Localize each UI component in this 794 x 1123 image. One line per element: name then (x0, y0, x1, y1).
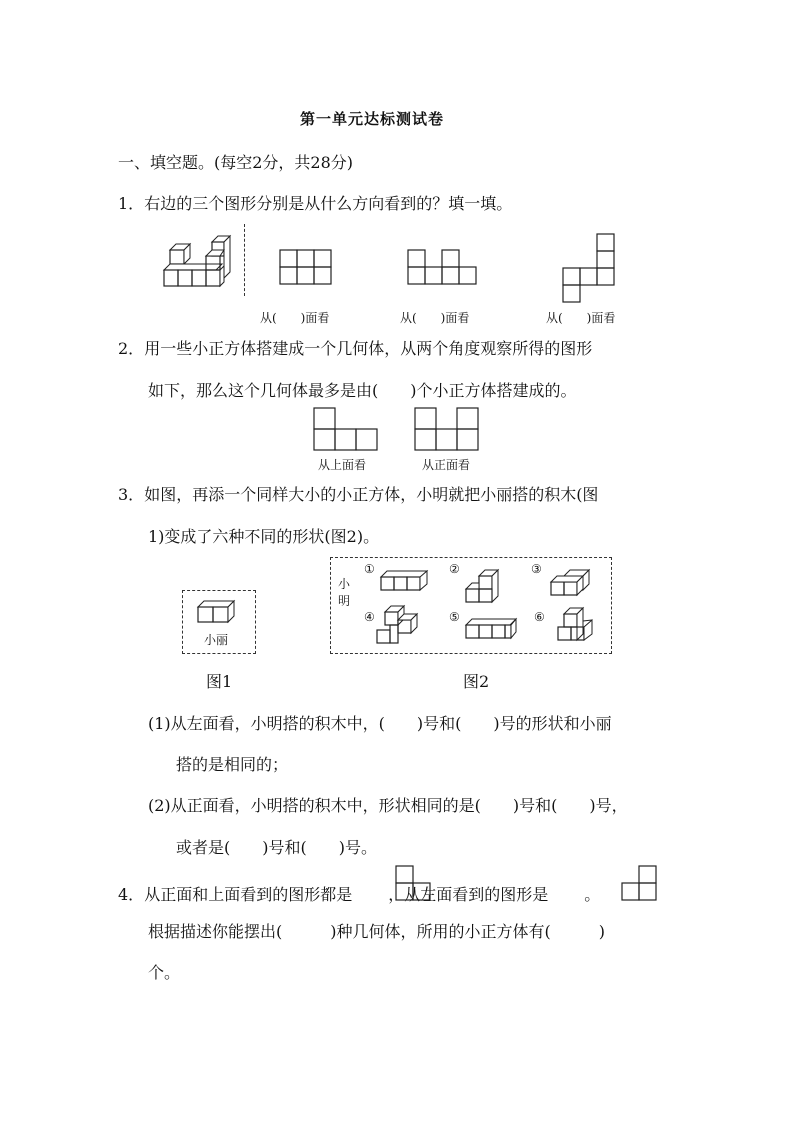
q2-line-2: 如下，那么这个几何体最多是由( )个小正方体搭建成的。 (148, 381, 577, 400)
q2-view-top (314, 408, 380, 452)
q1-text (118, 191, 512, 214)
xiaoming-shape-3 (551, 570, 593, 602)
q1-prompt: 右边的三个图形分别是从什么方向看到的？填一填。 (144, 194, 513, 213)
q3-line-1 (118, 482, 598, 505)
xiaoming-shape-2 (466, 570, 500, 606)
marker-6: ⑥ (534, 610, 545, 624)
q1-label-2: 从( )面看 (400, 311, 470, 325)
q3-sub1-line-1: (1)从左面看，小明搭的积木中，( )号和( )号的形状和小丽 (148, 714, 612, 733)
q4-prompt-1: 从正面和上面看到的图形都是 (144, 885, 353, 904)
marker-2: ② (449, 562, 460, 576)
q3-line-2: 1)变成了六种不同的形状(图2)。 (148, 527, 380, 546)
q1-view-2 (408, 250, 478, 286)
q1-view-3 (563, 234, 615, 304)
q1-cube-figure (160, 236, 235, 292)
q4-prompt-3: 。 (584, 885, 601, 904)
page-title: 第一单元达标测试卷 (300, 110, 445, 128)
q3-sub2-line-2: 或者是( )号和( )号。 (176, 838, 377, 857)
q3-sub2-line-1: (2)从正面看，小明搭的积木中，形状相同的是( )号和( )号， (148, 796, 628, 815)
q3-sub1-line-2: 搭的是相同的； (176, 755, 289, 774)
marker-1: ① (364, 562, 375, 576)
q2-label-top: 从上面看 (318, 458, 367, 472)
q1-number: 1． (118, 194, 145, 213)
section-heading: 一、填空题。(每空2分，共28分) (118, 153, 354, 172)
q3-number: 3． (118, 485, 145, 504)
q4-line-3: 个。 (148, 963, 181, 982)
xiaoming-shape-6 (558, 608, 598, 644)
xiaoli-blocks (198, 599, 240, 627)
xiaoming-shape-5 (466, 618, 518, 644)
xiaoming-shape-4 (377, 606, 419, 646)
figure-2-caption: 图2 (463, 672, 490, 691)
q4-line-2: 根据描述你能摆出( )种几何体，所用的小正方体有( ) (148, 922, 605, 941)
q4-line-1 (118, 882, 600, 905)
figure-1-caption: 图1 (206, 672, 233, 691)
q2-number: 2． (118, 339, 145, 358)
q1-label-1: 从( )面看 (260, 311, 330, 325)
marker-5: ⑤ (449, 610, 460, 624)
xiaoming-shape-1 (381, 570, 431, 596)
q4-view-front-top (396, 866, 432, 902)
marker-4: ④ (364, 610, 375, 624)
q4-number: 4． (118, 885, 145, 904)
xiaoming-label: 小明 (338, 577, 351, 608)
q1-divider (244, 224, 245, 296)
marker-3: ③ (531, 562, 542, 576)
q2-prompt-1: 用一些小正方体搭建成一个几何体，从两个角度观察所得的图形 (144, 339, 593, 358)
q3-prompt-1: 如图，再添一个同样大小的小正方体，小明就把小丽搭的积木(图 (144, 485, 599, 504)
q4-view-left (622, 866, 658, 902)
q2-label-front: 从正面看 (422, 458, 471, 472)
q1-view-1 (280, 250, 332, 286)
xiaoli-label: 小丽 (204, 633, 229, 647)
q2-view-front (415, 408, 481, 452)
q1-label-3: 从( )面看 (546, 311, 616, 325)
q4-prompt-2: ，从左面看到的图形是 (388, 885, 549, 904)
q2-line-1 (118, 336, 592, 359)
